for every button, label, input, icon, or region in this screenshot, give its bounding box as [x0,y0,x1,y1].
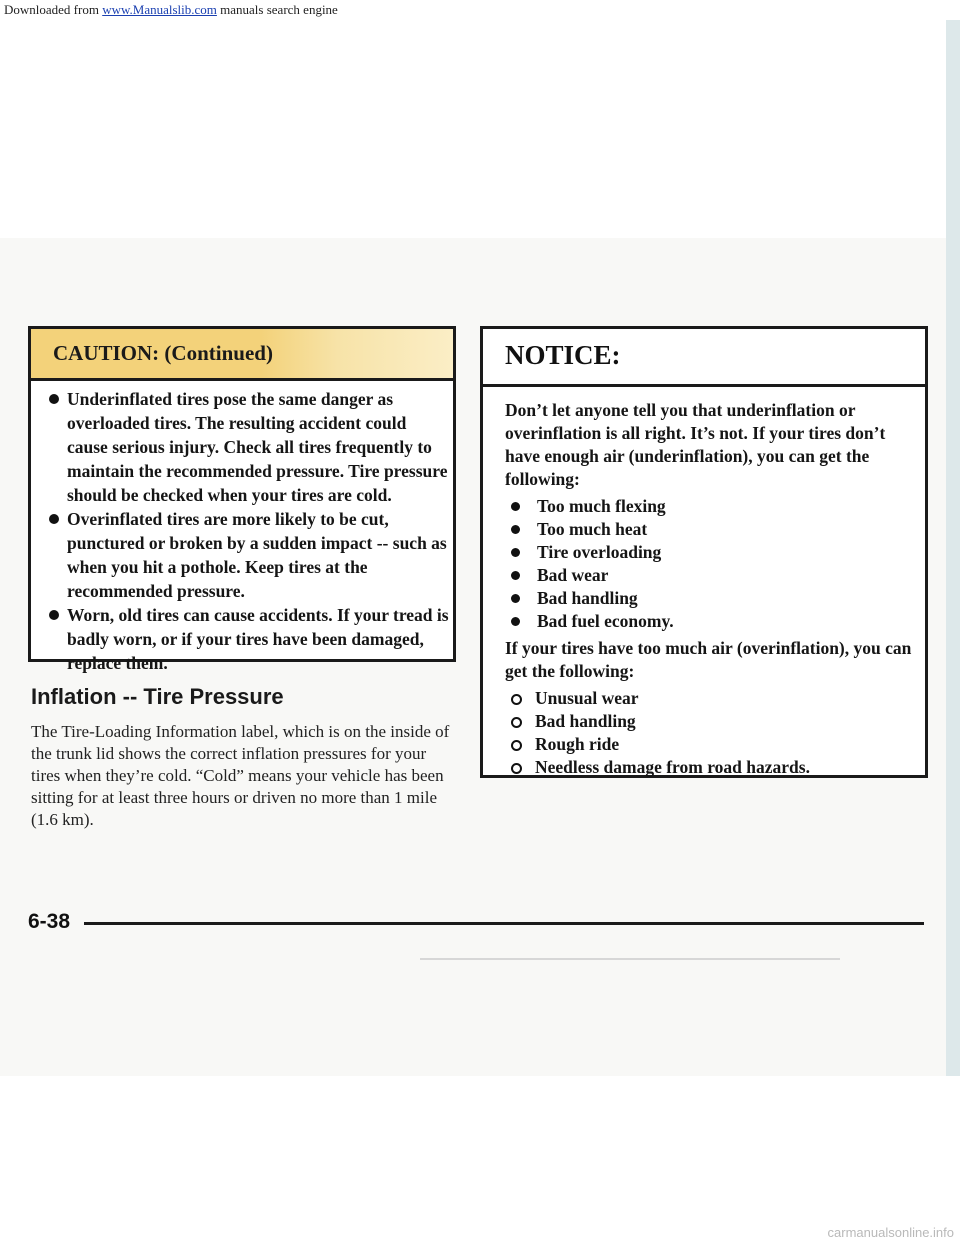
list-item [505,610,915,633]
notice-header [483,329,925,387]
list-item [505,710,915,733]
manualslib-link[interactable]: www.Manualslib.com [102,2,217,17]
list-item [505,587,915,610]
list-item-text: Bad handling [537,588,638,608]
caution-item-text: Worn, old tires can cause accidents. If your tread is badly worn, or if your tires have been damaged, replace them. [67,605,449,673]
footer-rule [84,922,924,925]
notice-body [505,399,915,783]
list-item-text: Bad wear [537,565,609,585]
list-item-text: Needless damage from road hazards. [535,757,810,777]
ring-bullet-icon [511,694,522,705]
list-item-text: Bad handling [535,711,636,731]
banner-prefix: Downloaded from [4,2,103,17]
bullet-icon [511,525,520,534]
section-body: The Tire-Loading Information label, which is on the inside of the trunk lid shows the correct inflation pressures for your tires when they’re cold. “Cold” means your vehicle has been sitting for at least three hours or driven no more than 1 mile (1.6 km). [31,722,450,829]
list-item [505,564,915,587]
caution-item [41,603,451,675]
list-item [505,733,915,756]
caution-title: CAUTION: (Continued) [53,341,273,365]
caution-item-text: Overinflated tires are more likely to be cut, punctured or broken by a sudden impact -- such as when you hit a pothole. Keep tires at the recommended pressure. [67,509,447,601]
list-item-text: Bad fuel economy. [537,611,674,631]
list-item-text: Unusual wear [535,688,639,708]
bullet-icon [511,548,520,557]
ring-bullet-icon [511,763,522,774]
notice-over-intro: If your tires have too much air (overinflation), you can get the following: [505,638,912,681]
bullet-icon [511,617,520,626]
list-item [505,756,915,779]
caution-header [31,329,453,381]
notice-title: NOTICE: [505,340,621,370]
list-item-text: Rough ride [535,734,620,754]
bullet-icon [49,394,59,404]
list-item [505,687,915,710]
caution-item [41,507,451,603]
caution-header-fade [261,329,453,378]
notice-intro: Don’t let anyone tell you that underinflation or overinflation is all right. It’s not. If your tires don’t have enough air (underinflation), you can get the following: [505,400,886,489]
list-item-text: Tire overloading [537,542,662,562]
list-item [505,518,915,541]
bottom-margin [0,1076,960,1242]
bullet-icon [49,610,59,620]
scan-faint-rule [420,958,840,960]
ring-bullet-icon [511,717,522,728]
list-item [505,541,915,564]
caution-box [28,326,456,673]
watermark-text: carmanualsonline.info [827,1225,954,1240]
bullet-icon [511,571,520,580]
notice-box [480,326,928,778]
list-item [505,495,915,518]
section-heading: Inflation -- Tire Pressure [31,684,284,709]
bullet-icon [511,502,520,511]
caution-item-text: Underinflated tires pose the same danger as overloaded tires. The resulting accident could cause serious injury. Check all tires frequently to maintain the recommended pressure. Tire pressure should be checked when your tires are cold. [67,389,448,505]
overinflation-list [505,687,915,779]
download-banner [0,0,960,20]
banner-suffix: manuals search engine [216,2,338,17]
caution-item [41,387,451,507]
underinflation-list [505,495,915,633]
bullet-icon [511,594,520,603]
bullet-icon [49,514,59,524]
list-item-text: Too much flexing [537,496,666,516]
list-item-text: Too much heat [537,519,648,539]
scan-edge-strip [946,20,960,1076]
page-number: 6-38 [28,910,71,933]
ring-bullet-icon [511,740,522,751]
caution-list [41,387,451,675]
